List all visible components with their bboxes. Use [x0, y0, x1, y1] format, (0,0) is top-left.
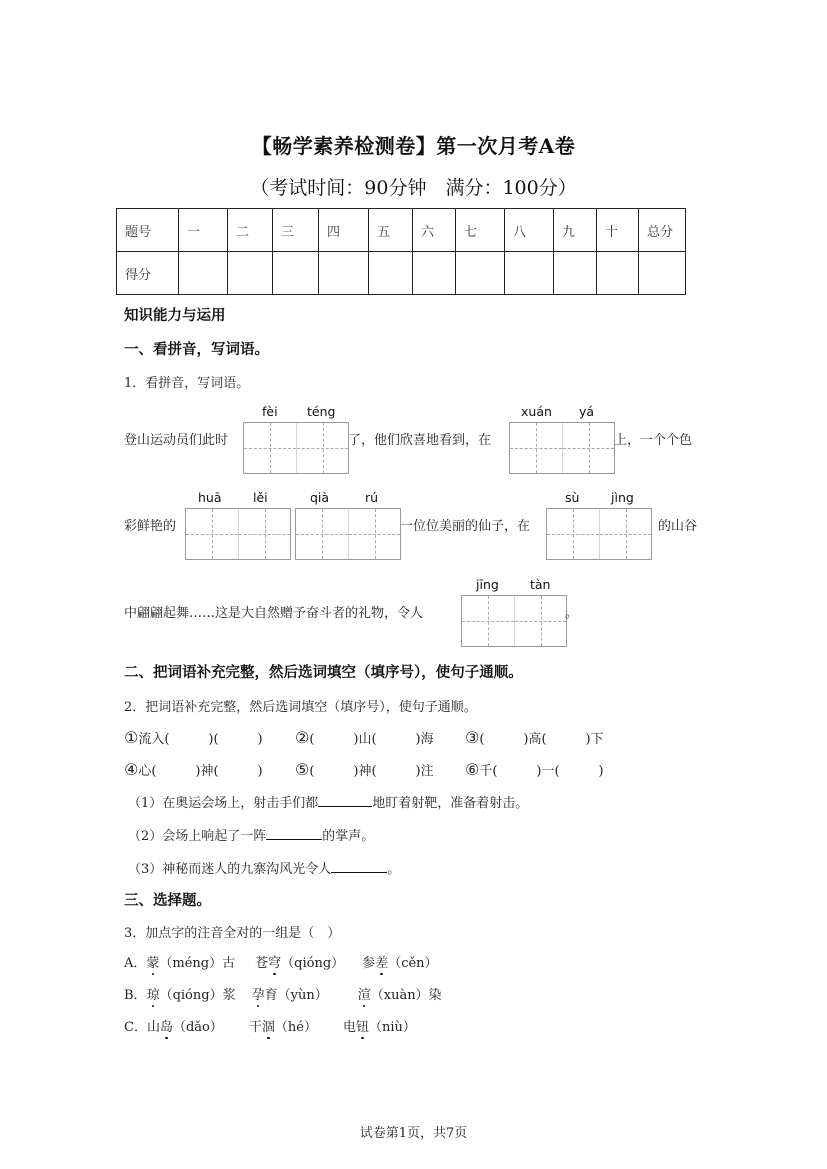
- score-row: [117, 252, 686, 295]
- pinyin-annotation: （dǎo）: [172, 1020, 223, 1035]
- idiom-text: 心( )神( ): [138, 764, 263, 779]
- score-cell[interactable]: [228, 252, 273, 295]
- question-1-prompt: 1．看拼音，写词语。: [124, 376, 250, 391]
- pinyin-annotation: （xuàn）染: [370, 988, 442, 1003]
- score-cell[interactable]: [505, 252, 554, 295]
- idiom-text: ( )山( )海: [309, 732, 434, 747]
- pinyin-label: yá: [579, 404, 595, 419]
- column-header: 十: [597, 209, 639, 252]
- pinyin-annotation: （niù）: [369, 1020, 416, 1035]
- row-label-question-number: 题号: [117, 209, 179, 252]
- char: 山: [146, 1020, 160, 1035]
- char: 苍: [255, 956, 269, 971]
- section2-heading: 二、把词语补充完整，然后选词填空（填序号），使句子通顺。: [124, 665, 523, 681]
- sentence-text: 在奥运会场上，射击手们都: [162, 796, 319, 811]
- idiom-item-3: [465, 728, 604, 747]
- fill-sentence-2: [128, 825, 374, 844]
- question-number-row: [117, 209, 686, 252]
- pinyin-label: jìng: [611, 490, 634, 505]
- sentence-text: 了，他们欣喜地看到，在: [348, 433, 492, 448]
- score-cell[interactable]: [273, 252, 319, 295]
- grid-cell[interactable]: [599, 509, 651, 559]
- exam-title: 【畅学素养检测卷】第一次月考A卷: [251, 134, 576, 158]
- dotted-char: 琼: [147, 984, 160, 1003]
- grid-cell[interactable]: [514, 596, 566, 646]
- grid-cell[interactable]: [462, 596, 514, 646]
- sentence-label: （3）: [128, 862, 163, 877]
- pinyin-label: xuán: [521, 404, 552, 419]
- sentence-text: 一位位美丽的仙子，在: [400, 519, 531, 534]
- dotted-char: 差: [375, 952, 388, 971]
- pinyin-annotation: （yùn）: [277, 988, 328, 1003]
- question-2-prompt: 2．把词语补充完整，然后选词填空（填序号），使句子通顺。: [124, 700, 477, 715]
- idiom-item-4: [124, 760, 263, 779]
- pinyin-annotation: （qióng）浆: [159, 988, 236, 1003]
- idiom-item-5: [295, 760, 434, 779]
- sentence-text: 。: [387, 862, 401, 877]
- dotted-char: 蒙: [146, 952, 159, 971]
- pinyin-label: tàn: [530, 577, 551, 592]
- pinyin-annotation: （hé）: [274, 1020, 317, 1035]
- grid-cell[interactable]: [547, 509, 599, 559]
- idiom-item-2: [295, 728, 434, 747]
- sentence-text: 地盯着射靶，准备着射击。: [372, 796, 529, 811]
- column-header: 四: [319, 209, 369, 252]
- grid-cell[interactable]: [296, 509, 348, 559]
- column-header: 九: [554, 209, 597, 252]
- writing-grid-jing-tan[interactable]: [461, 595, 567, 647]
- column-header: 三: [273, 209, 319, 252]
- item-number: ③: [465, 728, 480, 747]
- question-3-prompt: 3．加点字的注音全对的一组是（ ）: [124, 926, 341, 941]
- writing-grid-xuan-ya[interactable]: [509, 422, 615, 474]
- sentence-text: 彩鲜艳的: [124, 519, 177, 534]
- answer-blank[interactable]: [331, 860, 387, 873]
- writing-grid-qia-ru[interactable]: [295, 508, 401, 560]
- section3-heading: 三、选择题。: [124, 893, 211, 909]
- sentence-text: 会场上响起了一阵: [162, 829, 267, 844]
- grid-cell[interactable]: [186, 509, 238, 559]
- score-cell[interactable]: [179, 252, 228, 295]
- char: 参: [362, 956, 376, 971]
- writing-grid-hua-lei[interactable]: [185, 508, 291, 560]
- score-cell[interactable]: [369, 252, 413, 295]
- dotted-char: 岛: [160, 1016, 173, 1035]
- column-header: 七: [456, 209, 505, 252]
- idiom-text: ( )高( )下: [479, 732, 604, 747]
- fill-sentence-1: [128, 792, 528, 811]
- section1-heading: 一、看拼音，写词语。: [124, 342, 269, 358]
- score-cell[interactable]: [319, 252, 369, 295]
- answer-blank[interactable]: [266, 827, 322, 840]
- pinyin-label: jīng: [476, 577, 499, 592]
- char: 干: [248, 1020, 262, 1035]
- item-number: ⑥: [465, 760, 480, 779]
- pinyin-label: qià: [310, 490, 330, 505]
- item-number: ②: [295, 728, 310, 747]
- score-cell[interactable]: [597, 252, 639, 295]
- sentence-text: 。: [565, 606, 579, 621]
- grid-cell[interactable]: [348, 509, 400, 559]
- item-number: ①: [124, 728, 139, 747]
- dotted-char: 孕: [252, 984, 265, 1003]
- pinyin-label: sù: [565, 490, 580, 505]
- score-cell[interactable]: [413, 252, 456, 295]
- option-c[interactable]: [124, 1016, 416, 1035]
- option-a[interactable]: [124, 952, 438, 971]
- page-footer: 试卷第1页，共7页: [359, 1126, 468, 1141]
- grid-cell[interactable]: [510, 423, 562, 473]
- grid-cell[interactable]: [244, 423, 296, 473]
- sentence-text: 登山运动员们此时: [124, 433, 229, 448]
- dotted-char: 渲: [358, 984, 371, 1003]
- sentence-text: 的山谷: [658, 519, 698, 534]
- pinyin-label: huā: [198, 490, 222, 505]
- sentence-text: 上，一个个色: [614, 433, 693, 448]
- idiom-item-1: [124, 728, 263, 747]
- score-cell-total[interactable]: [639, 252, 686, 295]
- option-label: A．: [124, 956, 147, 971]
- writing-grid-fei-teng[interactable]: [243, 422, 349, 474]
- item-number: ⑤: [295, 760, 310, 779]
- exam-subtitle: （考试时间：90分钟 满分：100分）: [250, 177, 577, 199]
- pinyin-label: lěi: [253, 490, 268, 505]
- score-table: [116, 208, 686, 295]
- grid-cell[interactable]: [562, 423, 614, 473]
- fill-sentence-3: [128, 858, 400, 877]
- pinyin-annotation: （méng）古: [159, 956, 236, 971]
- answer-blank[interactable]: [318, 794, 372, 807]
- column-header: 五: [369, 209, 413, 252]
- column-header: 八: [505, 209, 554, 252]
- grid-cell[interactable]: [296, 423, 348, 473]
- char: 育: [264, 988, 278, 1003]
- score-cell[interactable]: [554, 252, 597, 295]
- sentence-label: （1）: [128, 796, 163, 811]
- pinyin-label: téng: [307, 404, 336, 419]
- idiom-text: ( )神( )注: [309, 764, 434, 779]
- item-number: ④: [124, 760, 139, 779]
- option-b[interactable]: [124, 984, 442, 1003]
- dotted-char: 穹: [268, 952, 281, 971]
- idiom-text: 流入( )( ): [138, 732, 263, 747]
- dotted-char: 涸: [262, 1016, 275, 1035]
- pinyin-label: rú: [365, 490, 379, 505]
- writing-grid-su-jing[interactable]: [546, 508, 652, 560]
- pinyin-annotation: （cěn）: [388, 956, 438, 971]
- char: 电: [343, 1020, 357, 1035]
- idiom-item-6: [465, 760, 604, 779]
- dotted-char: 钮: [356, 1016, 369, 1035]
- pinyin-label: fèi: [262, 404, 278, 419]
- sentence-label: （2）: [128, 829, 163, 844]
- sentence-text: 中翩翩起舞……这是大自然赠予奋斗者的礼物，令人: [124, 606, 424, 621]
- option-label: C．: [124, 1020, 147, 1035]
- grid-cell[interactable]: [238, 509, 290, 559]
- sentence-text: 神秘而迷人的九寨沟风光令人: [162, 862, 332, 877]
- score-cell[interactable]: [456, 252, 505, 295]
- part-heading: 知识能力与运用: [124, 308, 226, 324]
- column-header: 六: [413, 209, 456, 252]
- idiom-text: 千( )一( ): [479, 764, 604, 779]
- column-header: 一: [179, 209, 228, 252]
- column-header-total: 总分: [639, 209, 686, 252]
- sentence-text: 的掌声。: [322, 829, 375, 844]
- column-header: 二: [228, 209, 273, 252]
- row-label-score: 得分: [117, 252, 179, 295]
- option-label: B．: [124, 988, 147, 1003]
- pinyin-annotation: （qióng）: [281, 956, 345, 971]
